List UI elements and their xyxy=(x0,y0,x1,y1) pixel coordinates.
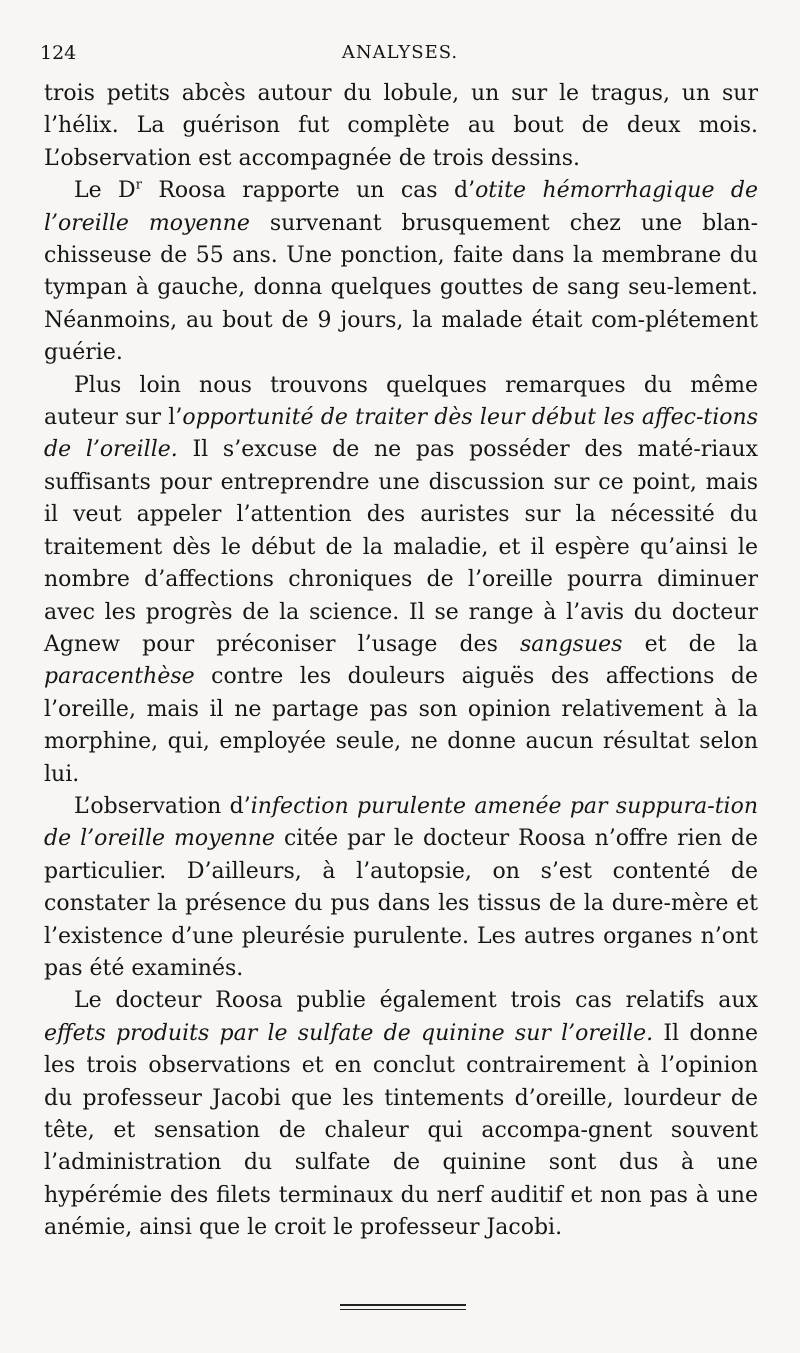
running-title: ANALYSES. xyxy=(341,42,459,63)
paragraph xyxy=(44,175,758,369)
text-segment: Le D xyxy=(74,178,136,204)
body-text xyxy=(44,78,758,1245)
text-segment: Il donne les trois observations et en conclut contrairement à l’opinion du professeur Jacobi que les tintements d’oreille, lourdeur de tête, et sensation de chaleur qui accompa-gnent souvent l’administration du sulfate de quinine sont dus à une hypérémie des filets terminaux du nerf auditif et non pas à une anémie, ainsi que le croit le professeur Jacobi. xyxy=(44,1020,759,1241)
page-number: 124 xyxy=(40,42,77,64)
paragraph xyxy=(44,78,758,175)
end-rule xyxy=(340,1304,466,1310)
paragraph xyxy=(44,370,758,791)
italic-text: effets produits par le sulfate de quinine sur l’oreille. xyxy=(44,1020,654,1046)
text-segment: Roosa rapporte un cas d’ xyxy=(141,178,476,204)
text-segment: Plus loin nous trouvons quelques remarques du même auteur sur l’ xyxy=(44,372,758,431)
superscript: r xyxy=(135,177,142,193)
italic-text: paracenthèse xyxy=(44,664,195,690)
italic-text: sangsues xyxy=(520,631,623,657)
italic-text: opportunité de traiter dès leur début les affec-tions de l’oreille. xyxy=(44,405,758,463)
text-segment: trois petits abcès autour du lobule, un sur le tragus, un sur l’hélix. La guérison fut complète au bout de deux mois. L’observation est accompagnée de trois dessins. xyxy=(44,81,758,171)
paragraph xyxy=(44,985,758,1244)
italic-text: otite hémorrhagique de l’oreille moyenne xyxy=(44,178,758,236)
text-segment: citée par le docteur Roosa n’offre rien de particulier. D’ailleurs, à l’autopsie, on s’est contenté de constater la présence du pus dans les tissus de la dure-mère et l’existence d’une pleurésie purulente. Les autres organes n’ont pas été examinés. xyxy=(44,826,758,981)
text-segment: Il s’excuse de ne pas posséder des maté-riaux suffisants pour entreprendre une discussion sur ce point, mais il veut appeler l’attention des auristes sur la nécessité du traitement dès le début de la maladie, et il espère qu’ainsi le nombre d’affections chroniques de l’oreille pourra diminuer avec les progrès de la science. Il se range à l’avis du docteur Agnew pour préconiser l’usage des xyxy=(44,437,759,657)
text-segment: survenant brusquement chez une blan-chisseuse de 55 ans. Une ponction, faite dans la membrane du tympan à gauche, donna quelques gouttes de sang seu-lement. Néanmoins, au bout de 9 jours, la malade était com-plétement guérie. xyxy=(44,210,759,366)
italic-text: infection purulente amenée par suppura-tion de l’oreille moyenne xyxy=(44,793,758,852)
text-segment: contre les douleurs aiguës des affections de l’oreille, mais il ne partage pas son opinion relativement à la morphine, qui, employée seule, ne donne aucun résultat selon lui. xyxy=(44,664,758,787)
text-segment: L’observation d’ xyxy=(74,793,251,819)
paragraph xyxy=(44,791,758,985)
text-segment: et de la xyxy=(622,631,758,657)
page-header xyxy=(40,42,760,70)
text-segment: Le docteur Roosa publie également trois cas relatifs aux xyxy=(74,988,758,1014)
